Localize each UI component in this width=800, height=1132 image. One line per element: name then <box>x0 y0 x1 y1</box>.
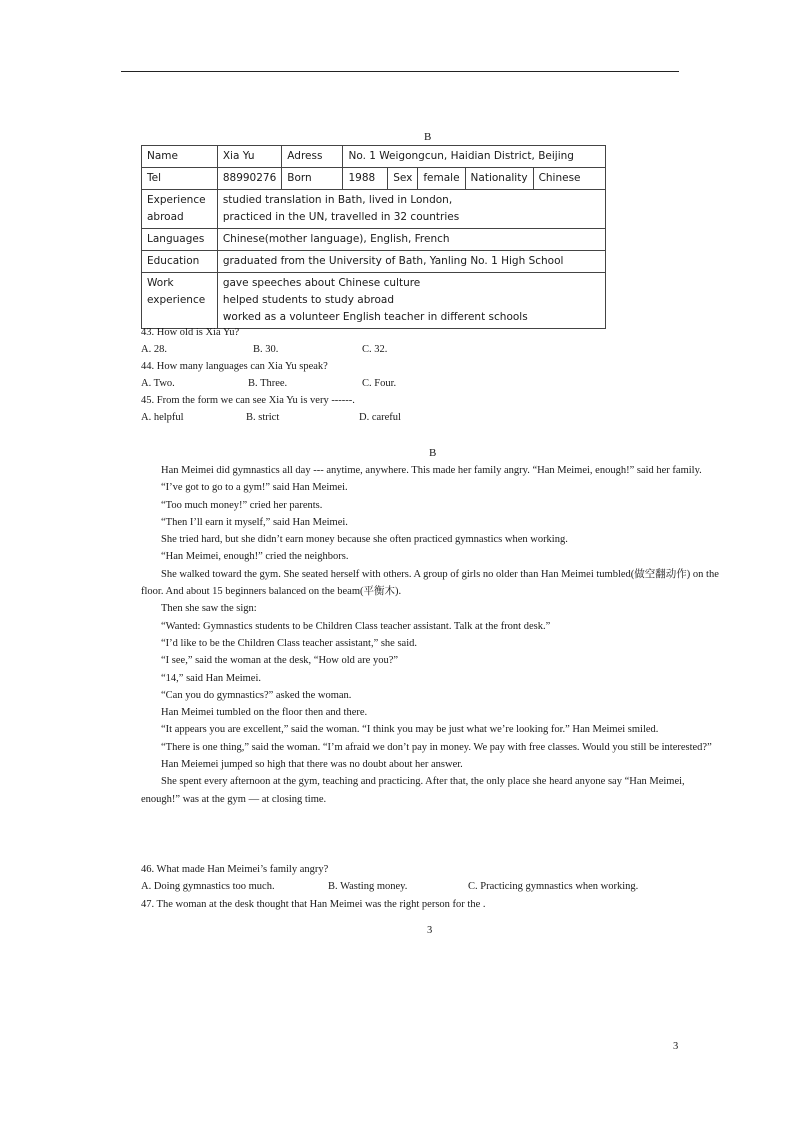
experience-label <box>142 190 218 229</box>
q43-option-b: B. 30. <box>253 344 279 355</box>
q46-option-a: A. Doing gymnastics too much. <box>141 881 275 892</box>
story-paragraph: Then she saw the sign: <box>161 603 257 615</box>
story-paragraph: “There is one thing,” said the woman. “I’m afraid we don’t pay in money. We pay with free classes. Would you still be interested?” <box>161 741 712 753</box>
q46-option-b: B. Wasting money. <box>328 881 408 892</box>
story-paragraph: “Then I’ll earn it myself,” said Han Meimei. <box>161 516 348 528</box>
experience-value <box>217 190 605 229</box>
born-label: Born <box>282 168 343 190</box>
q45-option-d: D. careful <box>359 412 401 423</box>
q46-option-c: C. Practicing gymnastics when working. <box>468 881 639 892</box>
story-paragraph: She tried hard, but she didn’t earn money because she often practiced gymnastics when working. <box>161 534 568 546</box>
story-paragraph: “I’ve got to go to a gym!” said Han Meimei. <box>161 482 348 494</box>
story-paragraph: “I’d like to be the Children Class teacher assistant,” she said. <box>161 637 418 649</box>
address-label: Adress <box>282 146 343 168</box>
education-label: Education <box>142 251 218 273</box>
work-label-line-1: Work <box>147 277 174 289</box>
q46-question: 46. What made Han Meimei’s family angry? <box>141 864 329 875</box>
story-paragraph: “It appears you are excellent,” said the woman. “I think you may be just what we’re looking for.” Han Meimei smiled. <box>161 724 659 736</box>
name-value: Xia Yu <box>217 146 281 168</box>
section-label-story: B <box>429 447 437 459</box>
q44-question: 44. How many languages can Xia Yu speak? <box>141 361 328 372</box>
sex-label: Sex <box>388 168 418 190</box>
work-label <box>142 273 218 329</box>
story-paragraph: She walked toward the gym. She seated herself with others. A group of girls no older than Han Meimei tumbled(做空翻动作) on the floor. And about 15 beginners balanced on the beam(平衡木). <box>141 568 719 598</box>
q47-question: 47. The woman at the desk thought that Han Meimei was the right person for the . <box>141 899 486 910</box>
story-paragraph: Han Meimei tumbled on the floor then and there. <box>161 707 368 719</box>
q43-question: 43. How old is Xia Yu? <box>141 327 240 338</box>
story-paragraph: “Can you do gymnastics?” asked the woman. <box>161 689 352 701</box>
story-paragraph: “14,” said Han Meimei. <box>161 672 262 684</box>
address-value: No. 1 Weigongcun, Haidian District, Beijing <box>343 146 606 168</box>
page-number: 3 <box>673 1041 679 1052</box>
story-paragraph: “Han Meimei, enough!” cried the neighbors. <box>161 551 349 563</box>
section-label-form: B <box>424 131 432 143</box>
q44-option-b: B. Three. <box>248 378 288 389</box>
work-label-line-2: experience <box>147 294 206 306</box>
inner-page-number: 3 <box>427 925 433 936</box>
tel-value: 88990276 <box>217 168 281 190</box>
work-line-2: helped students to study abroad <box>222 294 394 306</box>
experience-line-1: studied translation in Bath, lived in London, <box>222 194 453 206</box>
resume-form-table <box>141 145 606 329</box>
languages-label: Languages <box>142 229 218 251</box>
story-passage <box>141 462 725 808</box>
header-rule <box>121 71 679 72</box>
q45-option-a: A. helpful <box>141 412 184 423</box>
experience-label-line-1: Experience <box>147 194 206 206</box>
story-paragraph: “I see,” said the woman at the desk, “How old are you?” <box>161 655 399 667</box>
work-line-3: worked as a volunteer English teacher in different schools <box>222 311 528 323</box>
name-label: Name <box>142 146 218 168</box>
born-value: 1988 <box>343 168 388 190</box>
q44-option-c: C. Four. <box>362 378 397 389</box>
q44-option-a: A. Two. <box>141 378 175 389</box>
experience-line-2: practiced in the UN, travelled in 32 countries <box>222 211 460 223</box>
nationality-label: Nationality <box>465 168 533 190</box>
q45-question: 45. From the form we can see Xia Yu is very ------. <box>141 395 355 406</box>
q43-option-c: C. 32. <box>362 344 388 355</box>
education-value: graduated from the University of Bath, Yanling No. 1 High School <box>217 251 605 273</box>
story-paragraph: “Wanted: Gymnastics students to be Children Class teacher assistant. Talk at the front desk.” <box>161 620 551 632</box>
languages-value: Chinese(mother language), English, French <box>217 229 605 251</box>
q43-option-a: A. 28. <box>141 344 167 355</box>
experience-label-line-2: abroad <box>147 211 184 223</box>
story-paragraph: Han Meiemei jumped so high that there was no doubt about her answer. <box>161 759 463 771</box>
work-line-1: gave speeches about Chinese culture <box>222 277 421 289</box>
sex-value: female <box>418 168 465 190</box>
tel-label: Tel <box>142 168 218 190</box>
q45-option-b: B. strict <box>246 412 280 423</box>
story-paragraph: Han Meimei did gymnastics all day --- anytime, anywhere. This made her family angry. “Han Meimei, enough!” said her family. <box>161 465 702 476</box>
nationality-value: Chinese <box>533 168 605 190</box>
story-paragraph: “Too much money!” cried her parents. <box>161 499 323 511</box>
story-paragraph: She spent every afternoon at the gym, teaching and practicing. After that, the only place she heard anyone say “Han Meimei, enough!” was at the gym — at closing time. <box>141 776 685 805</box>
work-value <box>217 273 605 329</box>
